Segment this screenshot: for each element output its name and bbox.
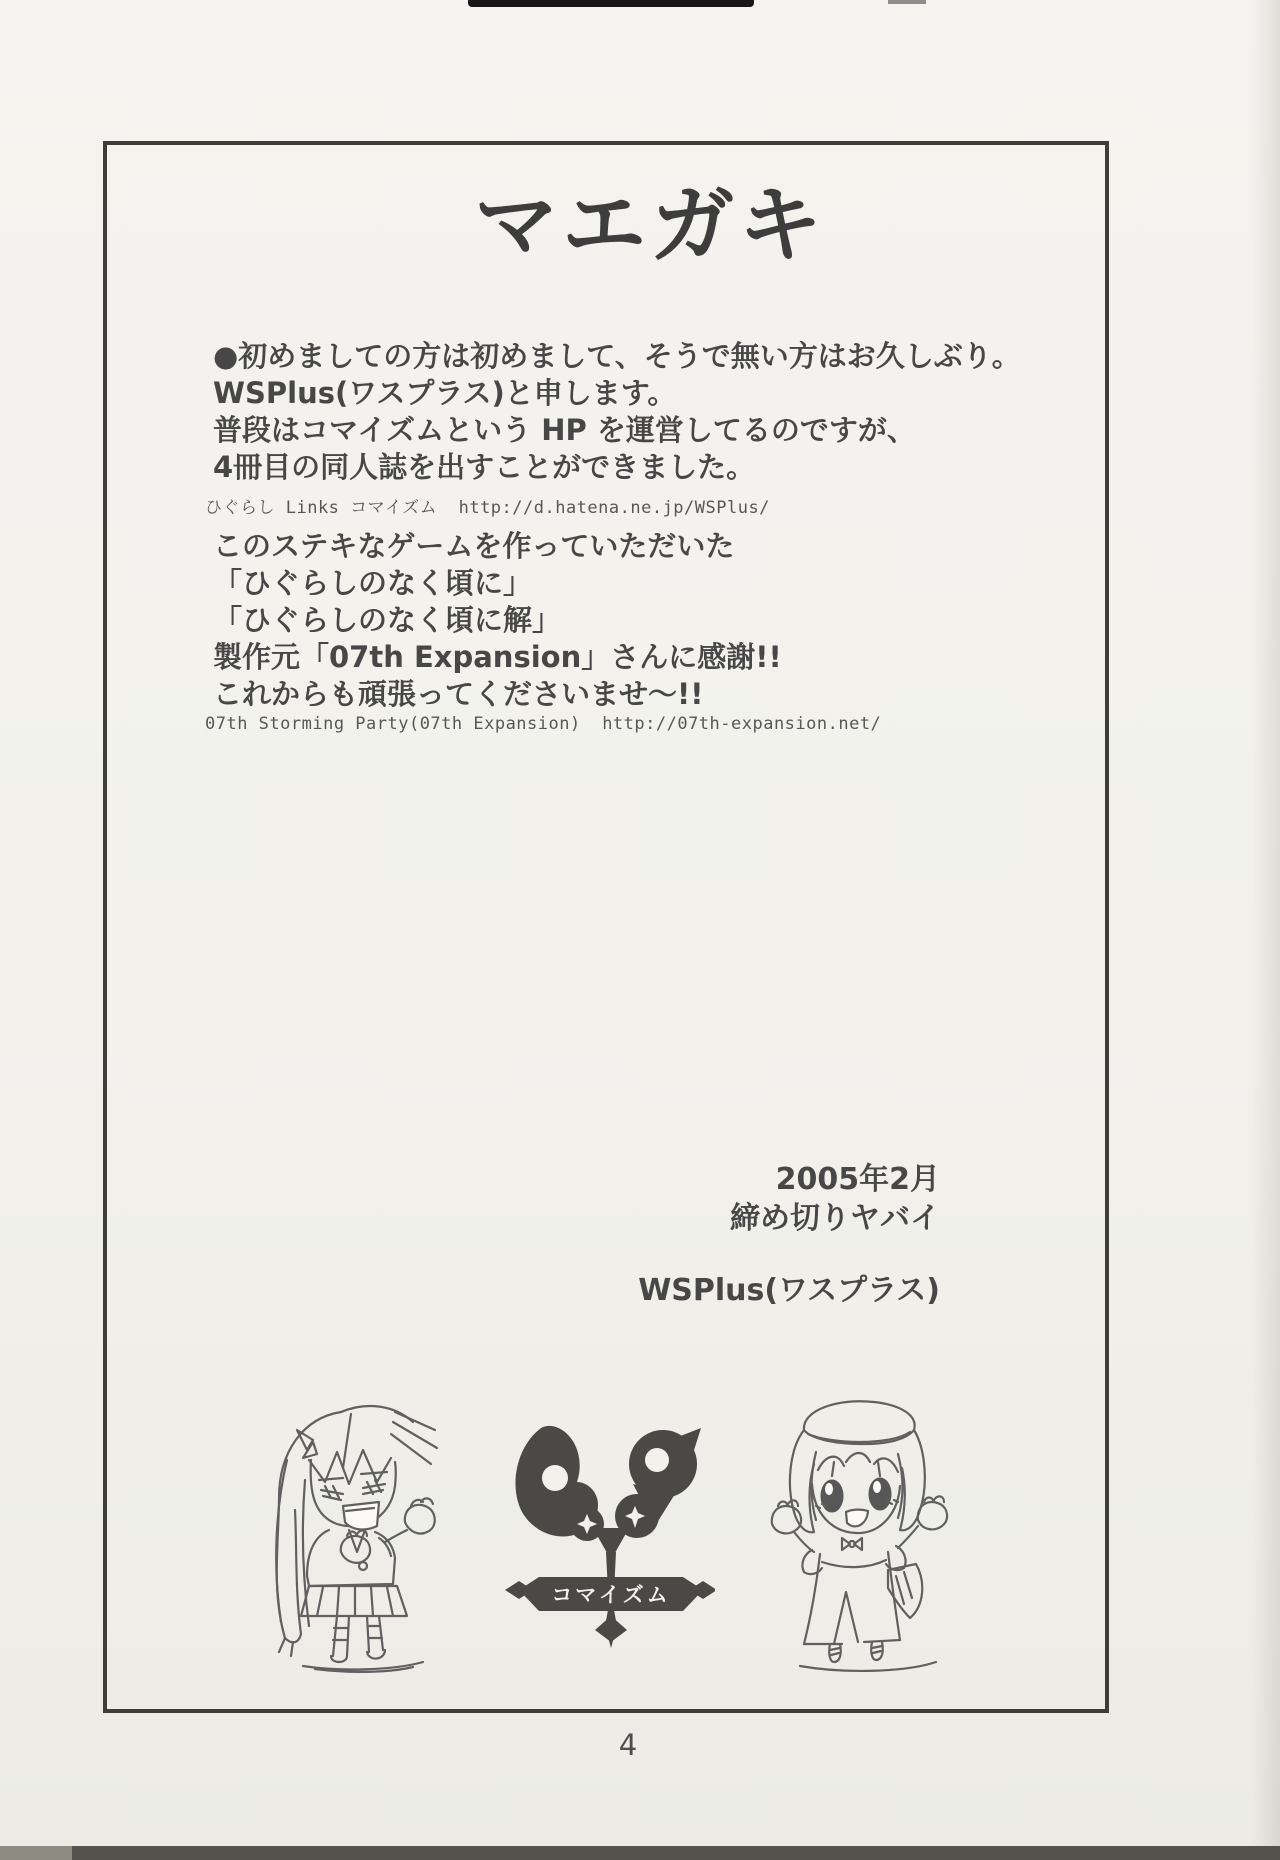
page-number: 4 <box>618 1728 638 1762</box>
thanks-paragraph <box>213 528 782 713</box>
intro-line: ●初めましての方は初めまして、そうで無い方はお久しぶり。 <box>213 339 1021 373</box>
chibi-left-ground-shadow <box>303 1662 423 1672</box>
chibi-left-skirt <box>301 1586 407 1616</box>
chibi-left-eye-closed <box>321 1486 343 1500</box>
scan-artifact-bottom-band-light <box>0 1846 72 1860</box>
comaism-logo <box>505 1420 715 1652</box>
chibi-left-legs <box>331 1616 385 1662</box>
chibi-right-illustration <box>746 1392 968 1674</box>
scan-edge-shade <box>1250 0 1280 1860</box>
chibi-left-illustration <box>245 1390 445 1675</box>
logo-banner <box>505 1577 715 1611</box>
chibi-right-eyes <box>821 1478 891 1512</box>
chibi-left-mouth-open <box>343 1502 379 1529</box>
chibi-right-mouth-open <box>846 1510 868 1527</box>
thanks-line: 製作元「07th Expansion」さんに感謝!! <box>213 640 782 674</box>
scan-artifact-top-right <box>888 0 926 4</box>
thanks-line: このステキなゲームを作っていただいた <box>213 529 735 563</box>
chibi-left-body <box>307 1530 407 1586</box>
logo-monogram <box>515 1426 701 1560</box>
signoff-gap <box>638 1238 940 1271</box>
intro-paragraph <box>213 338 1021 486</box>
logo-banner-label: コマイズム <box>551 1583 671 1607</box>
intro-line: WSPlus(ワスプラス)と申します。 <box>213 376 677 410</box>
signoff-deadline-joke: 締め切りヤバイ <box>730 1201 940 1236</box>
chibi-left-eye-closed <box>363 1480 385 1494</box>
signoff-date: 2005年2月 <box>775 1162 940 1197</box>
page-title: マエガキ <box>473 176 826 274</box>
signoff-block <box>638 1160 940 1310</box>
intro-link-note: ひぐらし Links コマイズム http://d.hatena.ne.jp/WSPlus/ <box>205 498 770 518</box>
chibi-right-dress <box>802 1538 922 1644</box>
chibi-right-ground-shadow <box>800 1662 936 1671</box>
thanks-link-note: 07th Storming Party(07th Expansion) http://07th-expansion.net/ <box>205 714 882 734</box>
chibi-right-cap <box>804 1401 915 1444</box>
chibi-left-ponytail <box>276 1412 341 1656</box>
thanks-line: これからも頑張ってくださいませ～!! <box>213 677 704 711</box>
intro-line: 普段はコマイズムという HP を運営してるのですが、 <box>213 413 916 447</box>
scan-artifact-bottom-band <box>0 1846 1280 1860</box>
thanks-line: 「ひぐらしのなく頃に」 <box>213 566 533 600</box>
signoff-author: WSPlus(ワスプラス) <box>638 1273 940 1308</box>
scan-artifact-top-left <box>468 0 754 7</box>
thanks-line: 「ひぐらしのなく頃に解」 <box>213 603 562 637</box>
intro-line: 4冊目の同人誌を出すことができました。 <box>213 450 756 484</box>
